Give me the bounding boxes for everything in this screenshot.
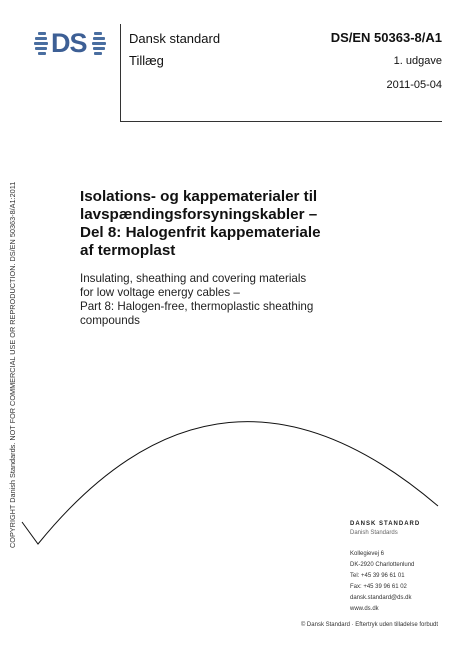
- logo-stripes-left: [34, 32, 48, 56]
- ds-logo: [34, 30, 108, 58]
- address-email[interactable]: dansk.standard@ds.dk: [350, 595, 412, 601]
- address-fax: Fax: +45 39 96 61 02: [350, 584, 407, 590]
- org-name: Dansk standard: [129, 31, 221, 46]
- address-line: Kollegievej 6: [350, 551, 385, 557]
- address-line: DK-2920 Charlottenlund: [350, 562, 415, 568]
- footer-copyright: © Dansk Standard · Eftertryk uden tilladelse forbudt: [300, 622, 438, 628]
- title-en-line: Insulating, sheathing and covering materials: [80, 272, 307, 285]
- title-da-line: lavspændingsforsyningskabler –: [80, 206, 318, 223]
- header-divider-horizontal: [120, 121, 442, 122]
- title-en-line: Part 8: Halogen-free, thermoplastic sheathing: [80, 300, 314, 313]
- title-en-line: compounds: [80, 314, 140, 327]
- logo-stripes-right: [92, 32, 106, 56]
- title-danish: [80, 188, 450, 260]
- address-website[interactable]: www.ds.dk: [350, 606, 379, 612]
- title-da-line: Isolations- og kappematerialer til: [80, 188, 318, 205]
- document-type: Tillæg: [129, 53, 164, 68]
- address-phone: Tel: +45 39 96 61 01: [350, 573, 405, 579]
- address-org-sub: Danish Standards: [350, 530, 398, 536]
- standard-code: DS/EN 50363-8/A1: [330, 30, 442, 45]
- title-da-line: af termoplast: [80, 242, 176, 259]
- copyright-side-note: COPYRIGHT Danish Standards. NOT FOR COMMERCIAL USE OR REPRODUCTION. DS/EN 50363-8/A1:2011: [8, 181, 17, 548]
- address-org-name: DANSK STANDARD: [350, 521, 421, 527]
- title-da-line: Del 8: Halogenfrit kappemateriale: [80, 224, 321, 241]
- title-en-line: for low voltage energy cables –: [80, 286, 240, 299]
- header-divider-vertical: [120, 24, 121, 122]
- publication-date: 2011-05-04: [386, 79, 442, 91]
- title-english: [80, 272, 450, 328]
- edition: 1. udgave: [393, 55, 442, 67]
- logo-text: DS: [51, 28, 87, 58]
